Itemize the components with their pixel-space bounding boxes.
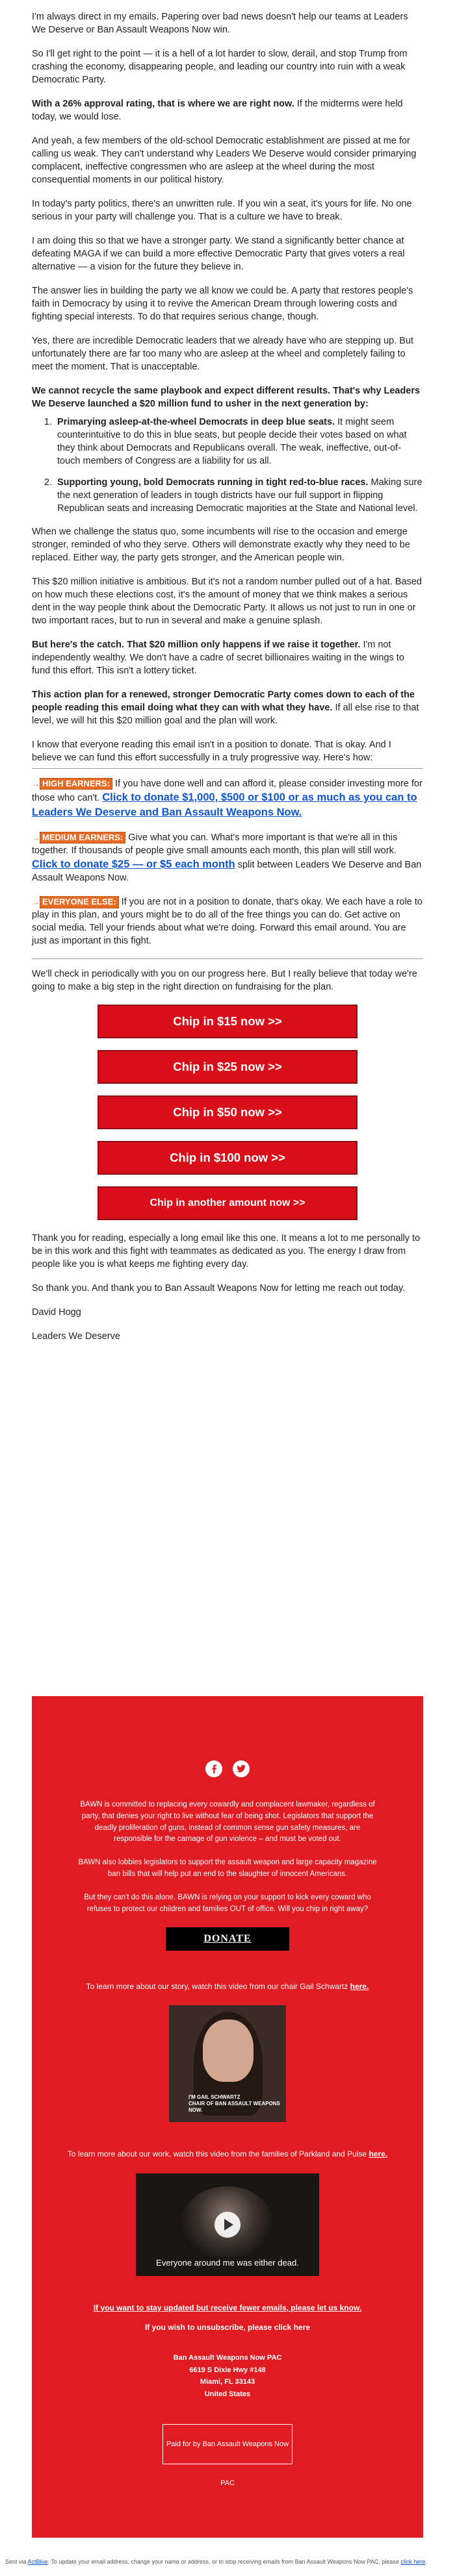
donate-medium-link[interactable]: Click to donate $25 — or $5 each month [32,858,235,870]
plan-steps [32,416,423,515]
facebook-icon[interactable] [205,1760,222,1777]
paragraph: When we challenge the status quo, some incumbents will rise to the occasion and emerge stronger, reminded of who they serve. Others will demonstrate exactly why they need to be replaced. Either way, the party gets stronger, and the American people win. [32,527,410,563]
tier-tag: MEDIUM EARNERS: [40,832,125,844]
paragraph: I am doing this so that we have a stronger party. We stand a significantly better chance at defeating MAGA if we can build a more effective Democratic Party that gives voters a real alternative — a vision for the future they believe in. [32,236,405,272]
tier-high-earners [32,777,423,820]
paragraph [32,688,423,727]
paragraph: I'm always direct in my emails. Papering over bad news doesn't help our teams at Leaders We Deserve or Ban Assault Weapons Now win. [32,12,408,35]
paragraph: The answer lies in building the party we all know we could be. A party that restores people's faith in Democracy by using it to revive the American Dream through lowering costs and fighting special interests. To do that requires serious change, though. [32,286,413,322]
work-line [32,2148,423,2160]
play-icon[interactable] [214,2212,240,2238]
story-video-link[interactable]: here. [350,1981,369,1991]
text: If all else rise to that level, we will hit this $20 million goal and the plan will work. [32,703,419,726]
plan-step [55,416,423,468]
chip-15-button[interactable]: Chip in $15 now >> [98,1005,358,1038]
bold-text: But here's the catch. That $20 million only happens if we raise it together. [32,640,361,650]
text: I'm not independently wealthy. We don't have a cadre of secret billionaires waiting in the wings to fund this effort. This isn't a lottery ticket. [32,640,404,676]
arrow-icon: → [32,832,40,842]
footer-text [75,1799,380,1916]
tier-tag: HIGH EARNERS: [40,778,112,790]
mailing-address [32,2352,423,2401]
families-video-thumbnail[interactable] [136,2173,319,2276]
chip-in-buttons [32,1005,423,1220]
donate-button[interactable]: DONATE [166,1927,289,1951]
text: Give what you can. What's more important is that we're all in this together. If thousands of people give small amounts each month, this plan will still work. [32,832,398,856]
video-caption: Everyone around me was either dead. [156,2257,299,2268]
paragraph: We'll check in periodically with you on our progress here. But I really believe that today we're going to make a big step in the right direction on fundraising for the plan. [32,969,417,993]
actblue-link[interactable]: ActBlue [27,2558,48,2565]
tier-medium-earners [32,831,423,885]
fewer-emails-line [32,2302,423,2314]
paragraph: And yeah, a few members of the old-school Democratic establishment are pissed at me for calling us weak. They can't understand why Leaders We Deserve would consider primarying complacent, ineffective congressmen who are asleep at the wheel during the most consequential moments in our political history. [32,136,417,185]
tier-everyone-else [32,895,423,947]
paid-for-disclaimer: Paid for by Ban Assault Weapons Now PAC [162,2424,292,2464]
caption-line: CHAIR OF BAN ASSAULT WEAPONS NOW. [188,2100,280,2113]
address-line: United States [204,2390,251,2398]
chip-50-button[interactable]: Chip in $50 now >> [98,1095,358,1129]
text: To learn more about our work, watch this video from the families of Parkland and Pulse [67,2149,369,2159]
text: Making sure the next generation of leaders in tough districts have our full support in flipping Republican seats and increasing Democratic majorities at the State and National level. [57,477,422,514]
footer-paragraph: But they can't do this alone. BAWN is relying on your support to kick every coward who refuses to protect our children and families OUT of office. Will you chip in right away? [84,1893,371,1913]
signoff [32,1232,423,1343]
chair-video-thumbnail[interactable] [169,2005,286,2122]
tier-tag: EVERYONE ELSE: [40,896,119,908]
chip-other-amount-button[interactable]: Chip in another amount now >> [98,1186,358,1220]
caption-line: I'M GAIL SCHWARTZ [188,2094,240,2101]
divider [32,958,423,959]
text: It might seem counterintuitive to do this in blue seats, but people decide their votes based on what they think about Democrats and Republicans overall. The weak, ineffective, out-of-touch members of Congress are a liability for us all. [57,417,407,466]
unsubscribe-bottom-link[interactable]: click here [400,2558,426,2565]
chip-25-button[interactable]: Chip in $25 now >> [98,1050,358,1084]
paragraph: So thank you. And thank you to Ban Assault Weapons Now for letting me reach out today. [32,1283,406,1294]
paragraph [32,638,423,677]
text: If the midterms were held today, we would lose. [32,99,403,122]
paragraph: Thank you for reading, especially a long email like this one. It means a lot to me personally to be in this work and this fight with teammates as dedicated as you. The energy I draw from people like you is what keeps me fighting every day. [32,1233,421,1270]
text: If you have done well and can afford it, please consider investing more for those who can't. [32,779,422,803]
arrow-icon: → [32,897,40,907]
unsubscribe-line [32,2321,423,2334]
portrait-shape [203,2020,254,2082]
text: . [425,2558,427,2565]
unsubscribe-link[interactable]: If you wish to unsubscribe, please click here [144,2323,311,2332]
signature-org: Leaders We Deserve [32,1331,120,1342]
bold-text: Supporting young, bold Democrats running in tight red-to-blue races. [57,477,369,488]
paragraph: So I'll get right to the point — it is a hell of a lot harder to slow, derail, and stop Trump from crashing the economy, disappearing people, and leading our country into ruin with a weak Democratic Party. [32,49,408,85]
text: split between Leaders We Deserve and Ban Assault Weapons Now. [32,859,422,884]
bold-text: Primarying asleep-at-the-wheel Democrats in deep blue seats. [57,417,335,427]
bottom-disclaimer [5,2558,454,2566]
twitter-icon[interactable] [233,1760,250,1777]
work-video-link[interactable]: here. [369,2149,388,2159]
footer-paragraph: BAWN also lobbies legislators to support the assault weapon and large capacity magazine ban bills that will help put an end to the slaughter of innocent Americans. [78,1858,377,1879]
address-line: 6619 S Dixie Hwy #148 [189,2366,266,2374]
bold-text: This action plan for a renewed, stronger Democratic Party comes down to each of the people reading this email doing what they can with what they have. [32,690,415,713]
footer-paragraph: BAWN is committed to replacing every cowardly and complacent lawmaker, regardless of party, that denies your right to live without fear of being shot. Legislators that support the deadly proliferation of guns, instead of common sense gun safety measures, are responsible for the carnage of gun violence – and must be voted out. [80,1801,375,1844]
paragraph [32,384,423,410]
arrow-icon: → [32,779,40,788]
text: To learn more about our story, watch this video from our chair Gail Schwartz [86,1981,350,1991]
paragraph: In today's party politics, there's an unwritten rule. If you win a seat, it's yours for life. No one serious in your party will challenge you. That is a culture we have to break. [32,199,412,222]
address-line: Ban Assault Weapons Now PAC [173,2353,282,2362]
text: . To update your email address, change your name or address, or to stop receiving emails from Ban Assault Weapons Now PAC, please [47,2558,401,2565]
footer [32,1696,423,2538]
plan-step [55,476,423,515]
chip-100-button[interactable]: Chip in $100 now >> [98,1141,358,1175]
fewer-emails-link[interactable]: If you want to stay updated but receive fewer emails, please let us know. [93,2303,362,2312]
address-line: Miami, FL 33143 [200,2378,255,2386]
bold-text: With a 26% approval rating, that is where we are right now. [32,99,294,109]
text: If you are not in a position to donate, that's okay. We each have a role to play in this plan, and yours might be to do all of the free things you can do. Get active on social media. Tell your friends about what we're doing. Forward this email around. You are just as important in this fight. [32,897,422,947]
divider [32,768,423,769]
donate-high-link[interactable]: Click to donate $1,000, $500 or $100 or as much as you can to Leaders We Deserve and Ban Assault Weapons Now. [32,792,417,818]
social-links [32,1760,423,1777]
paragraph [32,97,423,123]
story-line [32,1981,423,1993]
paragraph: I know that everyone reading this email isn't in a position to donate. That is okay. And I believe we can fund this effort successfully in a truly progressive way. Here's how: [32,740,391,763]
video-caption [169,2094,286,2113]
signature-name: David Hogg [32,1307,81,1318]
text: Sent via [5,2558,28,2565]
paragraph: Yes, there are incredible Democratic leaders that we already have who are stepping up. But unfortunately there are far too many who are asleep at the wheel and completely failing to meet the moment. That is unacceptable. [32,336,414,372]
bold-text: We cannot recycle the same playbook and expect different results. That's why Leaders We Deserve launched a $20 million fund to usher in the next generation by: [32,386,421,409]
paragraph: This $20 million initiative is ambitious. But it's not a random number pulled out of a hat. Based on how much these elections cost, it's the amount of money that we think makes a serious dent in the way people think about the Democratic Party. It allows us not just to run in one or two important races, but to run in several and make a genuine splash. [32,577,422,626]
